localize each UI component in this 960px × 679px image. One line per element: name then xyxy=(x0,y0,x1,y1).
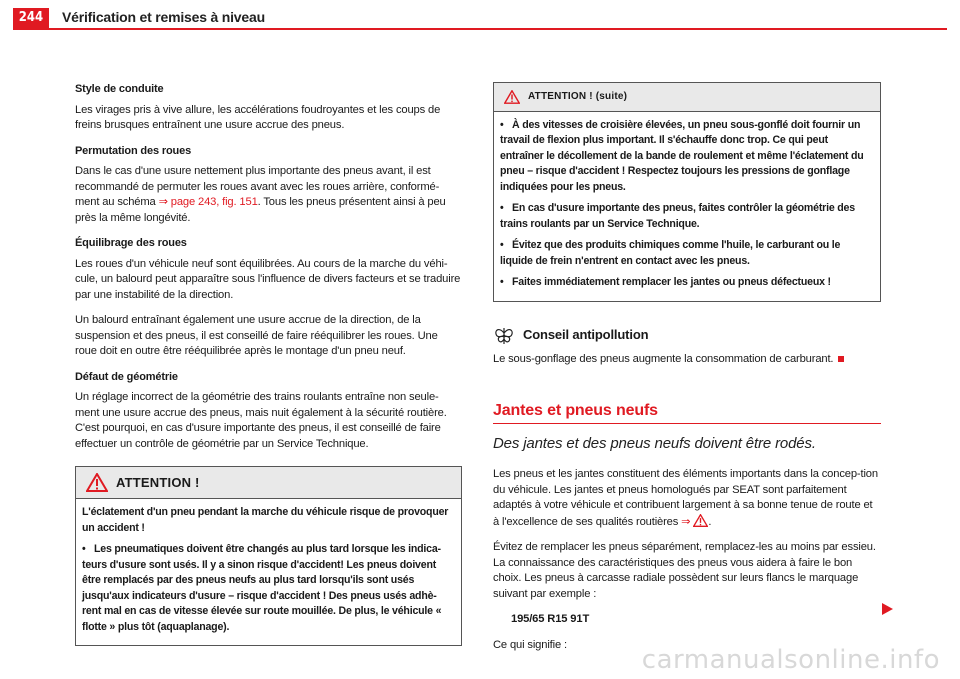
bullet: • xyxy=(500,239,504,251)
warning-body xyxy=(76,499,461,645)
continue-arrow-icon xyxy=(882,603,893,615)
warning-item-text: Les pneumatiques doivent être changés au plus tard lorsque les indica-teurs d'usure sont usés. Il y a sinon risque d'accident! Les pneus doivent être remplacés par des pneus neufs au plus tard lorsqu'ils sont usés jusqu'aux indicateurs d'usure – risque d'accident ! Des pneus usés adhè-rent mal en cas de vitesse élevée sur route mouillée. De plus, le véhicule « flotte » plus tôt (aquaplanage). xyxy=(82,543,442,633)
balancing-text-2: Un balourd entraînant également une usure accrue de la direction, de la suspension et des pneus, il est conseillé de faire rééquilibrer les roues. Une roue doit en outre être rééquilibrée après le montage d'un pneu neuf. xyxy=(75,314,438,357)
figure-reference-link[interactable]: ⇒ page 243, fig. 151 xyxy=(158,196,258,208)
balancing-heading: Équilibrage des roues xyxy=(75,237,187,249)
warning-box xyxy=(75,466,462,646)
warning-item xyxy=(82,542,455,635)
end-marker-icon xyxy=(838,356,844,362)
page-header xyxy=(0,0,960,30)
warning-item xyxy=(500,118,874,196)
section-text-3: Ce qui signifie : xyxy=(493,638,567,651)
warning-item-text: À des vitesses de croisière élevées, un pneu sous-gonflé doit fournir un travail de flexion plus important. Il s'échauffe donc trop. Ce qui peut entraîner le décollement de la bande de roulement et même l'éclatement du pneu – risque d'accident ! Respectez toujours les pressions de gonflage indiquées pour les pneus. xyxy=(500,118,864,193)
chapter-title: Vérification et remises à niveau xyxy=(62,9,265,25)
warning-item xyxy=(500,238,874,269)
warning-item-text: Évitez que des produits chimiques comme l'huile, le carburant ou le liquide de frein n'entrent en contact avec les pneus. xyxy=(500,239,841,267)
tyre-rotation-text-part: Dans le cas d'une usure nettement plus importante des pneus avant, il est recommandé de permuter les roues avant avec les roues arrière, conformé-ment au schéma xyxy=(75,165,440,208)
warning-continued-box xyxy=(493,82,881,302)
section-text-2: Évitez de remplacer les pneus séparément, remplacez-les au moins par essieu. La connaissance des caractéristiques des pneus vous aidera à faire le bon choix. Les pneus à carcasse radiale possèdent sur leurs flancs le marquage suivant par exemple : xyxy=(493,541,876,600)
geometry-text: Un réglage incorrect de la géométrie des trains roulants entraîne non seule-ment une usure accrue des pneus, mais nuit également à la sécurité routière. C'est pourquoi, en cas d'usure importante des pneus, il est conseillé de faire effectuer un contrôle de géométrie par un Service Technique. xyxy=(75,391,447,450)
section-text-1-body: Les pneus et les jantes constituent des éléments importants dans la concep-tion du véhicule. Les jantes et pneus homologués par SEAT sont parfaitement adaptés à votre véhicule et contribuent largement à sa bonne tenue de route et à l'excellence de ses qualités routières xyxy=(493,468,878,528)
bullet: • xyxy=(500,276,504,288)
warning-item-text: En cas d'usure importante des pneus, faites contrôler la géométrie des trains roulants par un Service Technique. xyxy=(500,202,855,230)
warning-intro: L'éclatement d'un pneu pendant la marche du véhicule risque de provoquer un accident ! xyxy=(82,506,449,534)
header-rule xyxy=(13,28,947,30)
eco-tip-text xyxy=(493,352,881,368)
section-subtitle: Des jantes et des pneus neufs doivent être rodés. xyxy=(493,434,816,452)
tyre-rotation-text xyxy=(75,164,462,226)
driving-style-text: Les virages pris à vive allure, les accélérations foudroyantes et les coups de freins brusques entraînent une usure accrue des pneus. xyxy=(75,103,441,131)
bullet: • xyxy=(500,202,504,214)
warning-item xyxy=(500,201,874,232)
warning-triangle-icon xyxy=(504,90,520,104)
bullet: • xyxy=(500,118,504,131)
warning-title: ATTENTION ! xyxy=(116,474,200,490)
warning-continued-header xyxy=(494,83,880,112)
watermark: carmanualsonline.info xyxy=(641,645,940,675)
warning-triangle-icon xyxy=(86,473,108,492)
warning-item xyxy=(500,275,874,291)
section-text-1: Les pneus et les jantes constituent des éléments importants dans la concep-tion du véhicule. Les jantes et pneus homologués par SEAT sont parfaitement adaptés à votre véhicule et contribuent largement à sa bonne tenue de route et à l'excellence de ses qualités routières ⇒ . xyxy=(493,468,878,528)
warning-item-text: Faites immédiatement remplacer les jantes ou pneus défectueux ! xyxy=(512,276,831,288)
warning-triangle-icon xyxy=(693,514,708,527)
warning-header xyxy=(76,467,461,499)
eco-tip-title: Conseil antipollution xyxy=(523,326,649,342)
bullet: • xyxy=(82,543,86,555)
warning-continued-title: ATTENTION ! (suite) xyxy=(528,91,628,102)
tyre-rotation-text-end: . Tous les pneus présentent ainsi à peu près la même longévité. xyxy=(75,196,446,224)
eco-tip-header xyxy=(493,324,881,346)
geometry-heading: Défaut de géométrie xyxy=(75,370,178,383)
tyre-rotation-heading: Permutation des roues xyxy=(75,144,192,157)
left-column xyxy=(75,82,462,646)
leaf-icon xyxy=(493,324,515,346)
balancing-text-1: Les roues d'un véhicule neuf sont équilibrées. Au cours de la marche du véhi-cule, un balourd peut apparaître sous l'influence de divers facteurs et se traduire par une instabilité de la direction. xyxy=(75,257,461,301)
warning-reference-arrow: ⇒ xyxy=(681,515,691,528)
eco-tip-body: Le sous-gonflage des pneus augmente la consommation de carburant. xyxy=(493,352,834,365)
tyre-marking-example: 195/65 R15 91T xyxy=(511,613,590,625)
page-number: 244 xyxy=(13,8,49,28)
right-column xyxy=(493,82,881,663)
driving-style-heading: Style de conduite xyxy=(75,83,164,95)
section-title: Jantes et pneus neufs xyxy=(493,403,881,424)
warning-continued-body xyxy=(494,112,880,301)
